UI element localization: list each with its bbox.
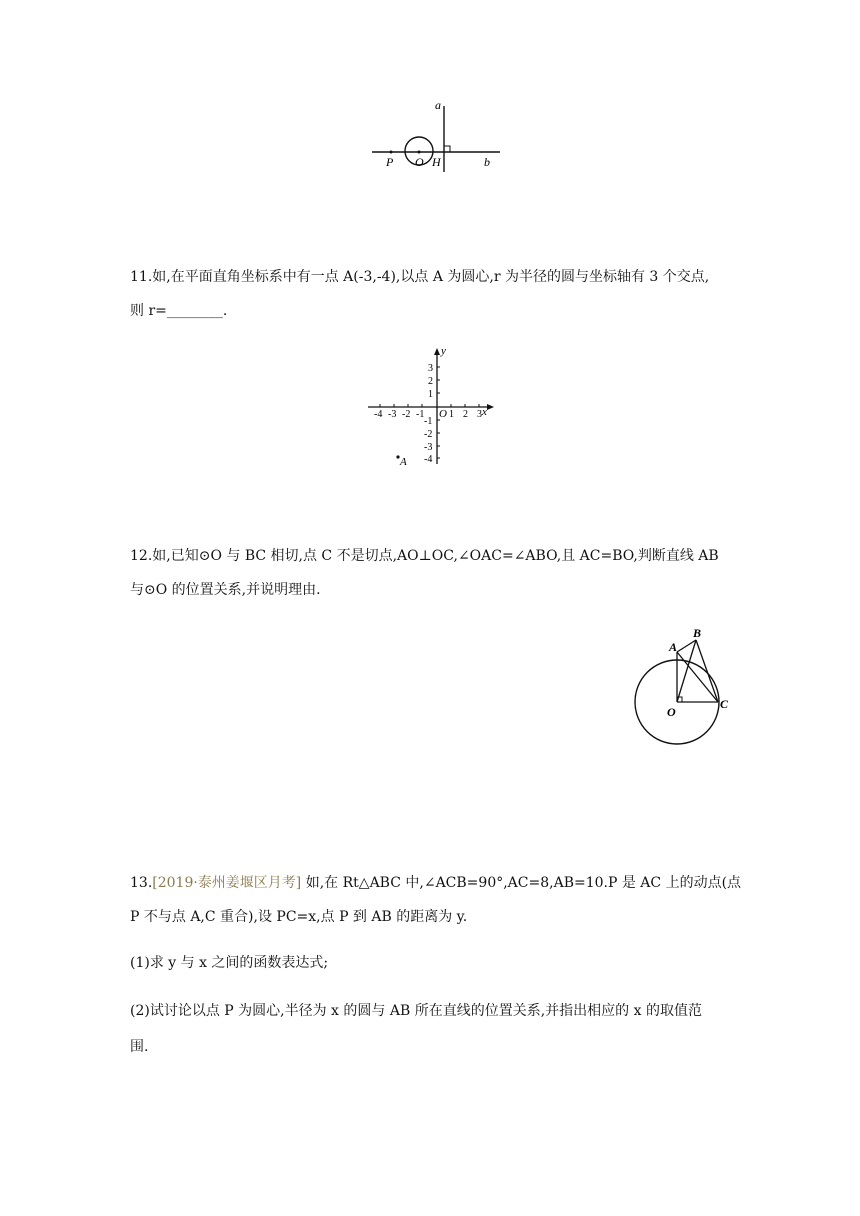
x-tick-label: 3 (477, 409, 482, 420)
x-tick-label: 2 (463, 409, 468, 420)
x-tick-label: 1 (449, 409, 454, 420)
label-a: a (435, 98, 441, 112)
q13-text-1: 如,在 Rt△ABC 中,∠ACB=90°,AC=8,AB=10.P 是 AC 上的动点(点 (301, 875, 742, 891)
point-a-label: A (400, 456, 407, 468)
y-axis-arrow-icon (434, 348, 440, 355)
q11-line1 (130, 266, 709, 288)
q12-line2: 与⊙O 的位置关系,并说明理由. (130, 582, 321, 598)
label-o: O (415, 155, 424, 169)
y-tick-label: -4 (424, 454, 433, 465)
label-p: P (386, 155, 394, 169)
q13-part2-line1: (2)试讨论以点 P 为圆心,半径为 x 的圆与 AB 所在直线的位置关系,并指出相应的 x 的取值范 (130, 1003, 702, 1019)
q12-line1 (130, 545, 719, 567)
y-tick-label: -1 (424, 416, 433, 427)
y-axis-label: y (441, 345, 446, 357)
x-tick-label: -4 (374, 409, 383, 420)
segment-ac (677, 652, 718, 702)
label-b: B (693, 626, 702, 640)
q12-text-1: 如,已知⊙O 与 BC 相切,点 C 不是切点,AO⊥OC,∠OAC=∠ABO,且 AC=BO,判断直线 AB (152, 548, 719, 564)
point-o (418, 151, 421, 154)
q13-source-tag: [2019·泰州姜堰区月考] (152, 875, 302, 891)
label-o: O (667, 705, 676, 719)
x-tick-label: -2 (402, 409, 411, 420)
q13-number: 13. (130, 875, 153, 891)
x-axis-label: x (482, 406, 487, 418)
right-angle-mark (444, 146, 450, 152)
q13-line2: P 不与点 A,C 重合),设 PC=x,点 P 到 AB 的距离为 y. (130, 909, 468, 925)
q13-part2-line2: 围. (130, 1039, 149, 1055)
q11-line2: 则 r=________. (130, 303, 228, 319)
point-p (390, 151, 393, 154)
figure-coordinate-plane (362, 340, 502, 470)
origin-label: O (439, 408, 447, 420)
label-c: C (720, 697, 729, 711)
q12-number: 12. (130, 548, 153, 564)
label-h: H (432, 155, 441, 169)
y-tick-label: 2 (428, 376, 433, 387)
x-tick-label: -3 (388, 409, 397, 420)
y-tick-label: -3 (424, 442, 433, 453)
segment-bc (696, 640, 718, 702)
y-tick-label: -2 (424, 429, 433, 440)
label-b: b (484, 155, 490, 169)
x-axis-arrow-icon (487, 404, 494, 410)
q11-text-1: 如,在平面直角坐标系中有一点 A(-3,-4),以点 A 为圆心,r 为半径的圆与坐标轴有 3 个交点, (152, 269, 710, 285)
q13-line1 (130, 872, 741, 894)
label-a: A (669, 640, 678, 654)
figure-circle-tangent (628, 622, 748, 750)
x-tick-label: -1 (416, 409, 425, 420)
figure-line-circle (360, 96, 510, 176)
y-tick-label: 1 (428, 389, 433, 400)
q13-part1: (1)求 y 与 x 之间的函数表达式; (130, 955, 329, 971)
q11-number: 11. (130, 269, 153, 285)
y-tick-label: 3 (428, 363, 433, 374)
